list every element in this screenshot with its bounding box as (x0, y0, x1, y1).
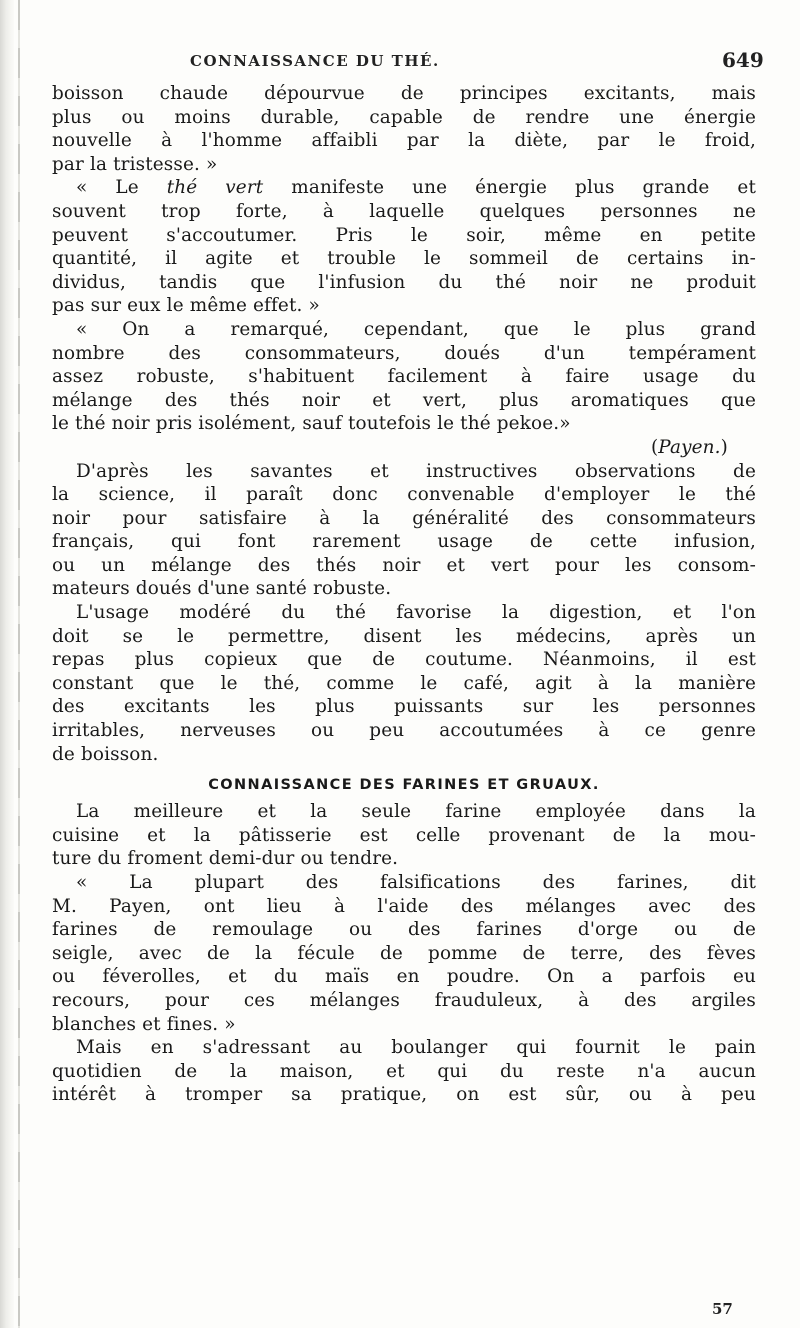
text-line: mélange des thés noir et vert, plus aromatiques que (52, 389, 756, 411)
text-line: de boisson. (52, 743, 159, 765)
citation (52, 436, 756, 460)
page-number: 649 (722, 48, 764, 72)
text-line: souvent trop forte, à laquelle quelques personnes ne (52, 200, 756, 222)
text-line: blanches et fines. » (52, 1013, 236, 1035)
citation-author: Payen. (658, 436, 721, 458)
text-line: « La plupart des falsifications des farines, dit (76, 872, 756, 893)
text-line: « On a remarqué, cependant, que le plus grand (76, 318, 756, 340)
text-line: recours, pour ces mélanges frauduleux, à des argiles (52, 989, 756, 1011)
citation-close: ) (720, 436, 728, 458)
section-heading: CONNAISSANCE DES FARINES ET GRUAUX. (208, 777, 600, 794)
text-line: le thé noir pris isolément, sauf toutefois le thé pekoe.» (52, 413, 571, 435)
text-line: ture du froment demi-dur ou tendre. (52, 848, 399, 870)
text-line: repas plus copieux que de coutume. Néanmoins, il est (52, 649, 756, 671)
text-line: boisson chaude dépourvue de principes excitants, mais (52, 83, 756, 104)
text-line: nombre des consommateurs, doués d'un tempérament (52, 342, 756, 364)
text-line: quantité, il agite et trouble le sommeil de certains in- (52, 248, 756, 270)
page-binding-shadow (0, 0, 14, 1328)
text-line: farines de remoulage ou des farines d'orge ou de (52, 919, 756, 941)
text-line: D'après les savantes et instructives observations de (76, 460, 756, 482)
text-line: intérêt à tromper sa pratique, on est sûr, ou à peu (52, 1084, 756, 1106)
citation-open: ( (650, 436, 659, 458)
text-line: mateurs doués d'une santé robuste. (52, 578, 392, 600)
text-line: L'usage modéré du thé favorise la digestion, et l'on (76, 602, 756, 624)
text-line: la science, il paraît donc convenable d'employer le thé (52, 484, 756, 506)
text-line: La meilleure et la seule farine employée dans la (76, 801, 756, 823)
text-line: Mais en s'adressant au boulanger qui fournit le pain (76, 1037, 756, 1059)
text-fragment: manifeste une énergie plus grande et (263, 177, 756, 199)
page-binding-line (18, 0, 20, 1328)
text-column (52, 82, 756, 1107)
italic-term: thé vert (166, 177, 264, 199)
text-line: par la tristesse. » (52, 153, 218, 175)
text-line: des excitants les plus puissants sur les personnes (52, 696, 756, 718)
signature-mark: 57 (712, 1300, 733, 1318)
text-line: peuvent s'accoutumer. Pris le soir, même en petite (52, 224, 756, 246)
text-line: nouvelle à l'homme affaibli par la diète, par le froid, (52, 130, 756, 152)
text-line: français, qui font rarement usage de cette infusion, (52, 531, 756, 553)
text-line: noir pour satisfaire à la généralité des consommateurs (52, 507, 756, 529)
text-line: assez robuste, s'habituent facilement à faire usage du (52, 366, 756, 388)
text-line: quotidien de la maison, et qui du reste n'a aucun (52, 1060, 756, 1082)
text-line: doit se le permettre, disent les médecins, après un (52, 625, 756, 647)
text-line: pas sur eux le même effet. » (52, 295, 320, 317)
text-line: ou féverolles, et du maïs en poudre. On a parfois eu (52, 966, 756, 988)
text-line: cuisine et la pâtisserie est celle provenant de la mou- (52, 824, 756, 846)
text-fragment: « Le (76, 177, 167, 199)
text-line: seigle, avec de la fécule de pomme de terre, des fèves (52, 942, 756, 964)
text-line: plus ou moins durable, capable de rendre une énergie (52, 106, 756, 128)
text-line: irritables, nerveuses ou peu accoutumées à ce genre (52, 720, 756, 742)
text-line: ou un mélange des thés noir et vert pour les consom- (52, 554, 756, 576)
text-line: dividus, tandis que l'infusion du thé noir ne produit (52, 271, 756, 293)
text-line (52, 176, 756, 200)
running-title: CONNAISSANCE DU THÉ. (190, 52, 440, 70)
text-line: M. Payen, ont lieu à l'aide des mélanges avec des (52, 895, 756, 917)
text-line: constant que le thé, comme le café, agit à la manière (52, 672, 756, 694)
